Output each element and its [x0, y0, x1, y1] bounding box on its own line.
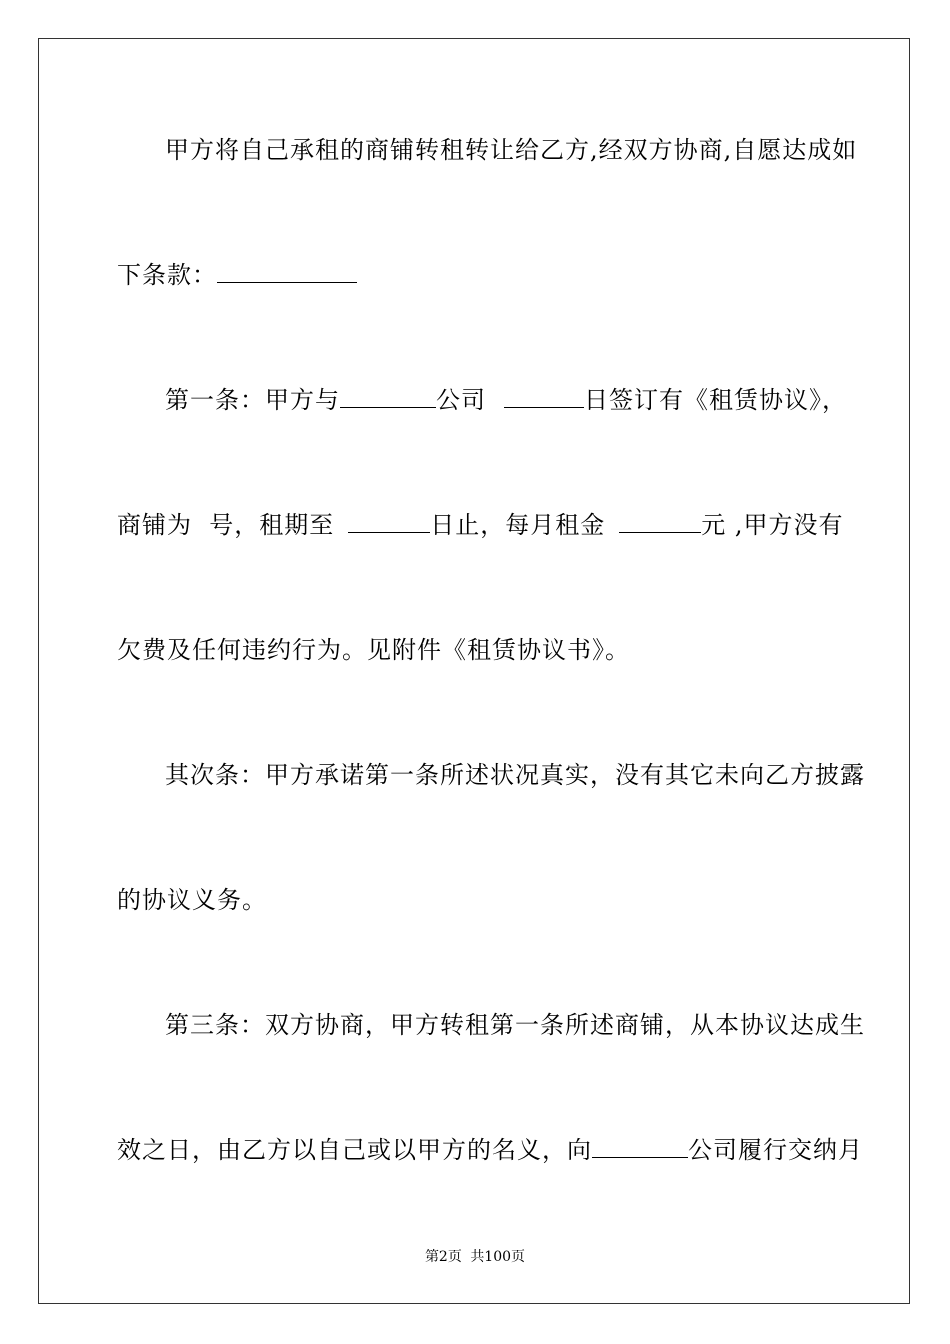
- page-number: 第2页: [424, 1249, 462, 1265]
- article-1-text-e: 日止，每月租金: [430, 511, 606, 539]
- paragraph-intro-line-1: 甲方将自己承租的商铺转租转让给乙方,经双方协商,自愿达成如: [165, 136, 858, 164]
- article-1-line-3: 欠费及任何违约行为。见附件《租赁协议书》。: [117, 636, 630, 664]
- article-1-line-1: [117, 384, 847, 416]
- page-footer: [0, 1248, 950, 1266]
- blank-field: [217, 260, 357, 283]
- blank-field: [504, 385, 584, 408]
- page-frame: [38, 38, 910, 1304]
- page-total: 共100页: [470, 1249, 526, 1265]
- blank-field: [340, 385, 436, 408]
- article-1-text-f: 元 ,甲方没有: [701, 511, 844, 539]
- article-1-text-c: 日签订有《租赁协议》，: [584, 386, 847, 414]
- paragraph-intro-line-2: [117, 259, 833, 291]
- article-1-text-a: 第一条：甲方与: [165, 386, 340, 414]
- article-3-text-b: 公司履行交纳月: [688, 1136, 863, 1164]
- blank-field: [619, 510, 701, 533]
- article-3-line-2: [117, 1134, 863, 1166]
- article-1-text-b: 公司: [436, 386, 486, 414]
- article-1-line-2: [117, 509, 844, 541]
- article-2-line-2: 的协议义务。: [117, 886, 267, 914]
- intro-text: 下条款：: [117, 261, 217, 289]
- blank-field: [592, 1135, 688, 1158]
- article-3-line-1: 第三条：双方协商，甲方转租第一条所述商铺，从本协议达成生: [165, 1011, 865, 1039]
- article-1-text-d: 商铺为 号，租期至: [117, 511, 335, 539]
- article-3-text-a: 效之日，由乙方以自己或以甲方的名义，向: [117, 1136, 592, 1164]
- article-2-line-1: 其次条：甲方承诺第一条所述状况真实，没有其它未向乙方披露: [165, 761, 865, 789]
- blank-field: [348, 510, 430, 533]
